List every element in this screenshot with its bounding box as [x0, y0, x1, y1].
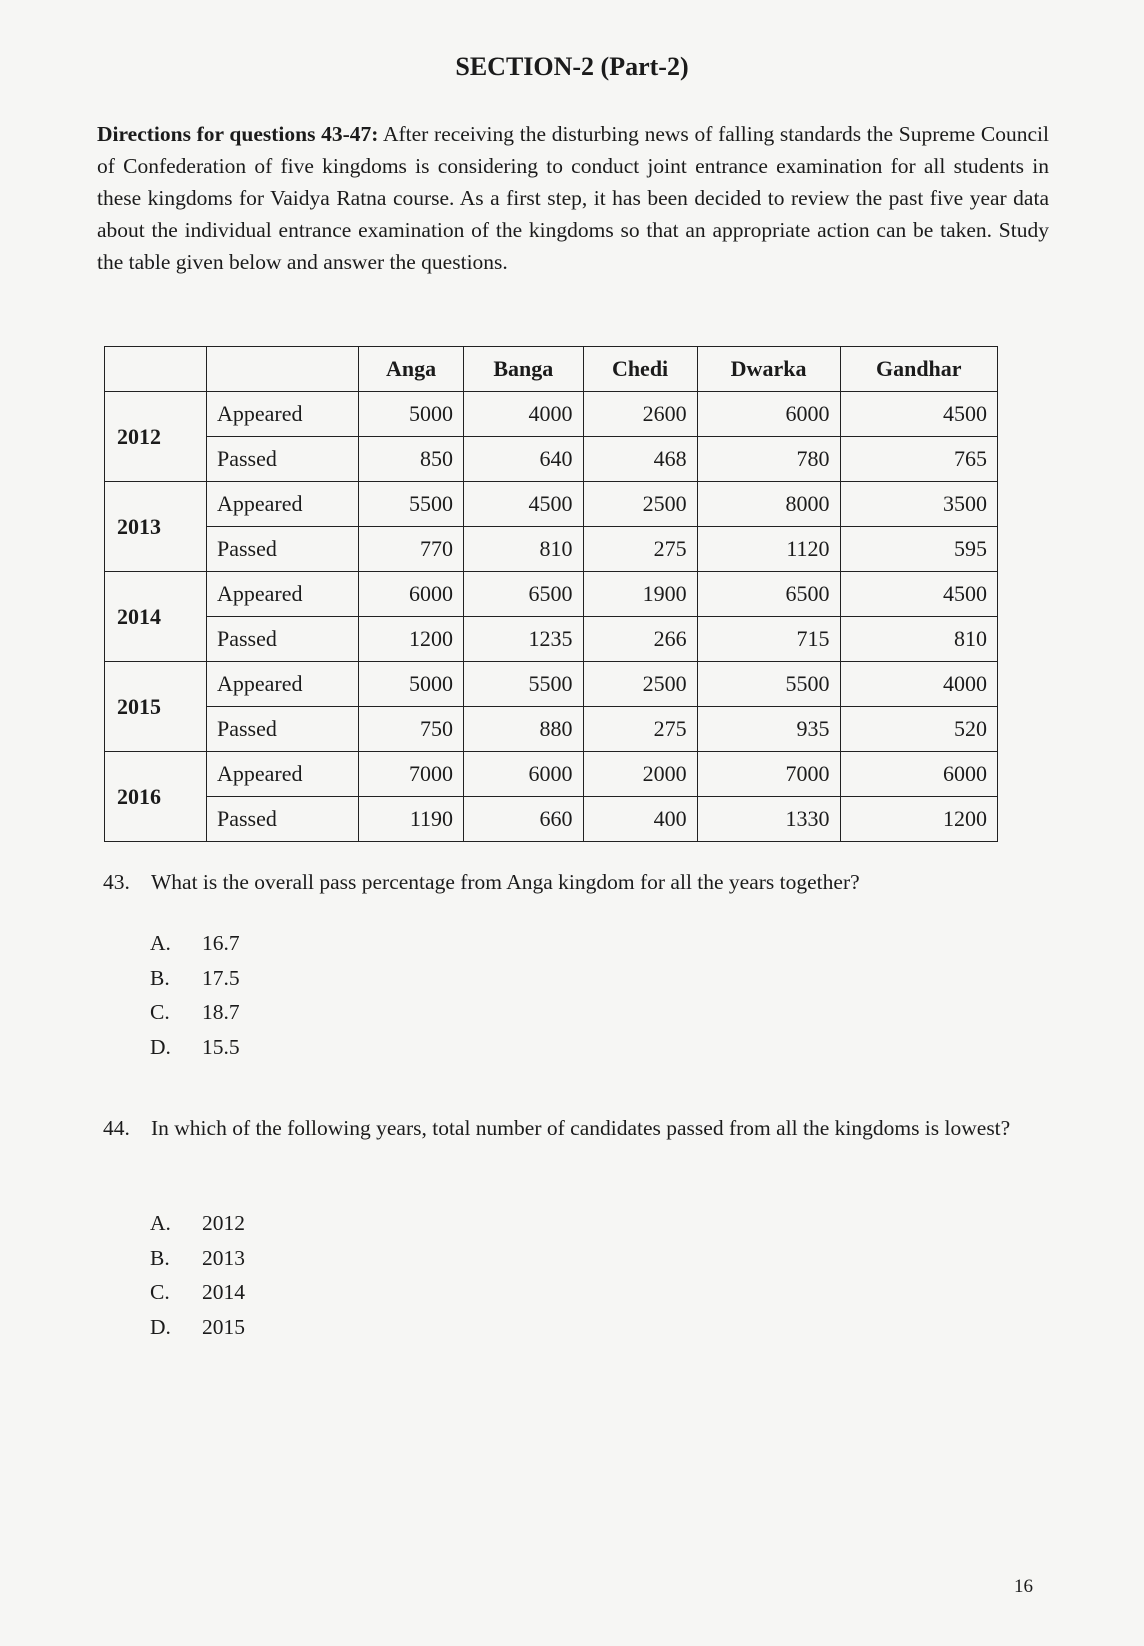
passed-value-cell: 520: [840, 707, 997, 752]
passed-value-cell: 935: [697, 707, 840, 752]
passed-value-cell: 780: [697, 437, 840, 482]
question-text: In which of the following years, total number of candidates passed from all the kingdoms is lowest?: [151, 1116, 1011, 1140]
passed-value-cell: 660: [464, 797, 584, 842]
year-cell: 2016: [105, 752, 207, 842]
passed-value-cell: 1200: [359, 617, 464, 662]
year-cell: 2012: [105, 392, 207, 482]
column-header: Dwarka: [697, 347, 840, 392]
appeared-value-cell: 5000: [359, 662, 464, 707]
appeared-label-cell: Appeared: [207, 392, 359, 437]
table-row: [105, 752, 998, 797]
passed-value-cell: 640: [464, 437, 584, 482]
passed-value-cell: 1235: [464, 617, 584, 662]
passed-value-cell: 1330: [697, 797, 840, 842]
year-cell: 2013: [105, 482, 207, 572]
appeared-value-cell: 2500: [583, 482, 697, 527]
appeared-value-cell: 3500: [840, 482, 997, 527]
year-cell: 2014: [105, 572, 207, 662]
appeared-value-cell: 4500: [464, 482, 584, 527]
appeared-value-cell: 7000: [359, 752, 464, 797]
passed-value-cell: 275: [583, 707, 697, 752]
passed-value-cell: 810: [464, 527, 584, 572]
option-c: C. 18.7: [150, 1000, 240, 1024]
appeared-value-cell: 5000: [359, 392, 464, 437]
option-a: A. 16.7: [150, 931, 240, 955]
table-row: [105, 572, 998, 617]
table-row: [105, 482, 998, 527]
table-row: [105, 527, 998, 572]
passed-value-cell: 400: [583, 797, 697, 842]
appeared-value-cell: 6000: [697, 392, 840, 437]
appeared-value-cell: 6000: [359, 572, 464, 617]
empty-header-cell: [207, 347, 359, 392]
appeared-value-cell: 5500: [359, 482, 464, 527]
passed-value-cell: 1190: [359, 797, 464, 842]
appeared-value-cell: 8000: [697, 482, 840, 527]
passed-value-cell: 266: [583, 617, 697, 662]
passed-value-cell: 1120: [697, 527, 840, 572]
passed-label-cell: Passed: [207, 797, 359, 842]
question-number: 44.: [103, 1116, 130, 1140]
passed-value-cell: 275: [583, 527, 697, 572]
question-number: 43.: [103, 870, 130, 894]
appeared-value-cell: 2000: [583, 752, 697, 797]
appeared-value-cell: 6000: [464, 752, 584, 797]
table-row: [105, 797, 998, 842]
option-b: B. 2013: [150, 1245, 245, 1270]
directions-text: After receiving the disturbing news of falling standards the Supreme Council of Confederation of five kingdoms is considering to conduct joint entrance examination for all students in these kingdoms for Vaidya Ratna course. As a first step, it has been decided to review the past five year data about the individual entrance examination of the kingdoms so that an appropriate action can be taken. Study the table given below and answer the questions.: [97, 122, 1049, 274]
passed-label-cell: Passed: [207, 707, 359, 752]
passed-value-cell: 468: [583, 437, 697, 482]
appeared-label-cell: Appeared: [207, 752, 359, 797]
option-b: B. 17.5: [150, 965, 240, 990]
passed-value-cell: 595: [840, 527, 997, 572]
table-row: [105, 392, 998, 437]
option-d: D. 15.5: [150, 1034, 240, 1059]
appeared-value-cell: 4500: [840, 392, 997, 437]
passed-value-cell: 850: [359, 437, 464, 482]
appeared-value-cell: 5500: [697, 662, 840, 707]
appeared-value-cell: 5500: [464, 662, 584, 707]
column-header: Chedi: [583, 347, 697, 392]
table-body: [105, 392, 998, 842]
column-header: Gandhar: [840, 347, 997, 392]
appeared-value-cell: 4000: [840, 662, 997, 707]
passed-value-cell: 1200: [840, 797, 997, 842]
appeared-label-cell: Appeared: [207, 662, 359, 707]
table-row: [105, 617, 998, 662]
passed-value-cell: 750: [359, 707, 464, 752]
passed-value-cell: 810: [840, 617, 997, 662]
appeared-value-cell: 7000: [697, 752, 840, 797]
appeared-value-cell: 4000: [464, 392, 584, 437]
directions-lead: Directions for questions 43-47:: [97, 122, 379, 146]
appeared-value-cell: 4500: [840, 572, 997, 617]
question-44-options: [150, 1206, 245, 1344]
option-a: A. 2012: [150, 1211, 245, 1235]
appeared-label-cell: Appeared: [207, 572, 359, 617]
table-row: [105, 437, 998, 482]
appeared-value-cell: 6500: [464, 572, 584, 617]
section-title: SECTION-2 (Part-2): [455, 52, 689, 81]
passed-value-cell: 770: [359, 527, 464, 572]
passed-label-cell: Passed: [207, 617, 359, 662]
year-cell: 2015: [105, 662, 207, 752]
passed-label-cell: Passed: [207, 437, 359, 482]
question-43-options: [150, 926, 240, 1064]
appeared-value-cell: 6500: [697, 572, 840, 617]
appeared-label-cell: Appeared: [207, 482, 359, 527]
option-c: C. 2014: [150, 1280, 245, 1304]
option-d: D. 2015: [150, 1314, 245, 1339]
appeared-value-cell: 2500: [583, 662, 697, 707]
appeared-value-cell: 1900: [583, 572, 697, 617]
passed-value-cell: 715: [697, 617, 840, 662]
kingdom-exam-table: [104, 346, 998, 842]
question-text: What is the overall pass percentage from Anga kingdom for all the years together?: [151, 870, 860, 894]
column-header: Banga: [464, 347, 584, 392]
passed-value-cell: 880: [464, 707, 584, 752]
appeared-value-cell: 2600: [583, 392, 697, 437]
passed-label-cell: Passed: [207, 527, 359, 572]
table-row: [105, 707, 998, 752]
column-header: Anga: [359, 347, 464, 392]
question-43: [103, 866, 1043, 898]
page-number: 16: [1014, 1576, 1033, 1597]
empty-header-cell: [105, 347, 207, 392]
directions-paragraph: [97, 118, 1049, 278]
table-row: [105, 662, 998, 707]
table-header-row: [105, 347, 998, 392]
appeared-value-cell: 6000: [840, 752, 997, 797]
passed-value-cell: 765: [840, 437, 997, 482]
question-44: [103, 1112, 1043, 1144]
